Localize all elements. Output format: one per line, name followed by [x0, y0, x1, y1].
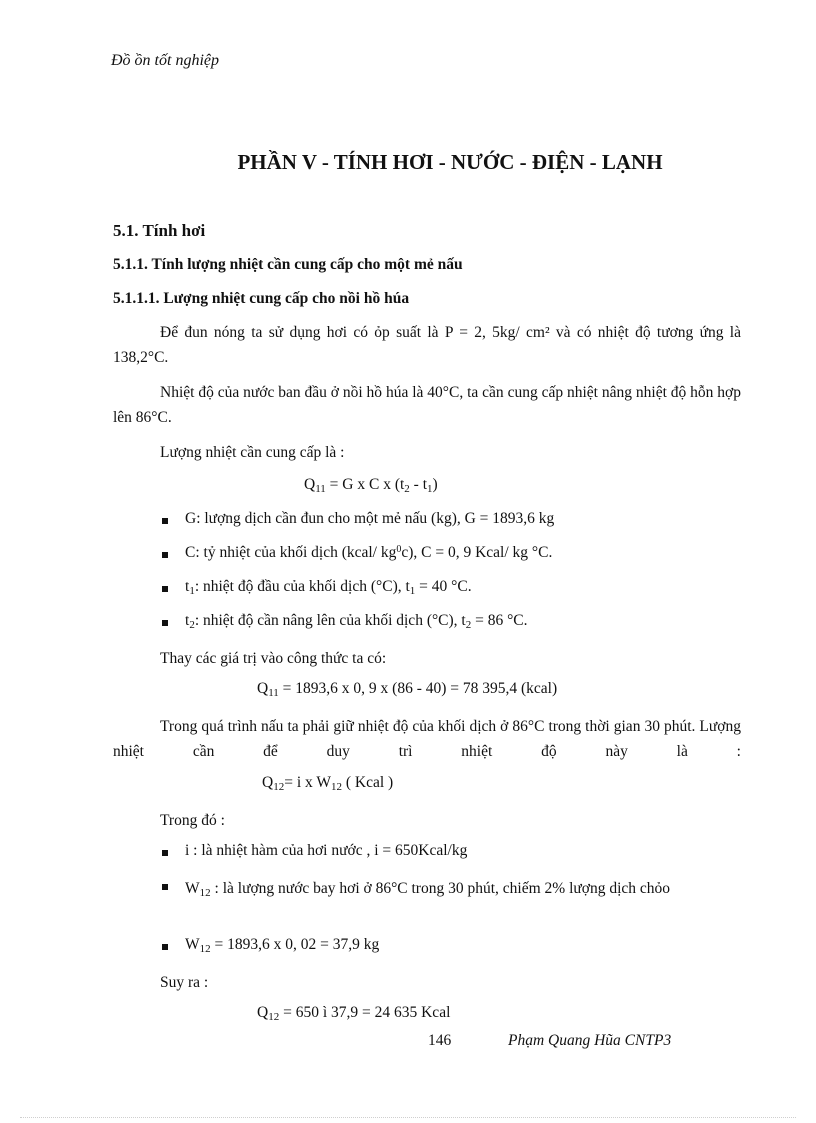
formula-q12: $Q_{12}= i$ x $W_{12}$ ( Kcal )	[262, 774, 394, 793]
formula-q12-result: $Q_{12} = 650$ ì 37,9 = 24 635 Kcal	[257, 1004, 451, 1023]
paragraph-initial-temperature: Nhiệt độ của nước ban đầu ở nồi hồ húa là 40°C, ta cần cung cấp nhiệt nâng nhiệt độ hỗn hợp lên 86°C.	[113, 384, 741, 426]
paragraph-maintain-temperature: Trong quá trình nấu ta phải giữ nhiệt độ của khối dịch ở 86°C trong thời gian 30 phút. Lượng nhiệt cần để duy trì nhiệt độ này là :	[113, 718, 741, 760]
section-heading-5-1-1-1: 5.1.1.1. Lượng nhiệt cung cấp cho nồi hồ húa	[113, 290, 410, 307]
page-bottom-divider	[20, 1117, 796, 1118]
bullet-specific-heat: C: tỷ nhiệt của khối dịch (kcal/ $kg^0c$), C = 0, 9 Kcal/ kg °C.	[185, 544, 553, 561]
bullet-evaporated-water: $W_{12}$ : là lượng nước bay hơi ở 86°C trong 30 phút, chiếm 2% lượng dịch chỏo	[185, 876, 741, 901]
bullet-t1: $t_1$: nhiệt độ đầu của khối dịch (°C), $t_1 = 40$ °C.	[185, 578, 472, 597]
formula-q11: $Q_{11} = G$ x C x $(t_2 - t_1)$	[304, 476, 438, 495]
page-title: PHẦN V - TÍNH HƠI - NƯỚC - ĐIỆN - LẠNH	[237, 150, 663, 174]
paragraph-therefore: Suy ra :	[160, 974, 209, 991]
bullet-enthalpy: i : là nhiệt hàm của hơi nước , i = 650Kcal/kg	[185, 842, 468, 859]
page-number: 146	[428, 1032, 452, 1049]
bullet-t2: $t_2$: nhiệt độ cần nâng lên của khối dịch (°C), $t_2 = 86$ °C.	[185, 612, 528, 631]
header-note: Đồ ồn tốt nghiệp	[111, 52, 219, 69]
paragraph-substitute: Thay các giá trị vào công thức ta có:	[160, 650, 387, 667]
footer-author: Phạm Quang Hũa CNTP3	[508, 1032, 672, 1049]
paragraph-steam-pressure: Để đun nóng ta sử dụng hơi có ỏp suất là P = 2, 5kg/ cm² và có nhiệt độ tương ứng là 138,2°C.	[113, 324, 741, 366]
section-heading-5-1: 5.1. Tính hơi	[113, 221, 206, 240]
bullet-w12-value: $W_{12} = 1893,6$ x 0, 02 = 37,9 kg	[185, 936, 380, 955]
paragraph-heat-required: Lượng nhiệt cần cung cấp là :	[160, 444, 345, 461]
bullet-mass: G: lượng dịch cần đun cho một mẻ nấu (kg), G = 1893,6 kg	[185, 510, 555, 527]
paragraph-where: Trong đó :	[160, 812, 225, 829]
formula-q11-result: $Q_{11} = 1893,6$ x 0, 9 x (86 - 40) = 78 395,4 (kcal)	[257, 680, 558, 699]
section-heading-5-1-1: 5.1.1. Tính lượng nhiệt cần cung cấp cho một mẻ nấu	[113, 256, 463, 273]
